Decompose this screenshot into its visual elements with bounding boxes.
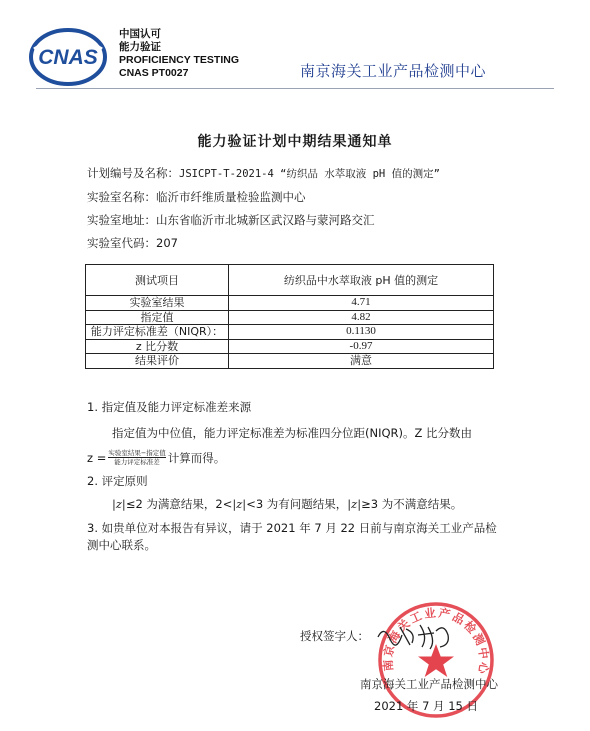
lab-name-line: [87, 190, 306, 204]
plan-line: [87, 166, 440, 181]
table-row: [86, 310, 494, 325]
plan-label: 计划编号及名称：: [87, 166, 179, 180]
document-title: 能力验证计划中期结果通知单: [197, 134, 393, 150]
lab-name-value: 临沂市纤维质量检验监测中心: [156, 190, 306, 204]
table-row: [86, 354, 494, 369]
lab-address-line: [87, 213, 375, 227]
row-label: 能力评定标准差（NIQR）：: [86, 325, 229, 340]
note-3-line-2: 测中心联系。: [87, 538, 156, 552]
cnas-accreditation-text: [119, 28, 239, 80]
cnas-logo-text: CNAS: [38, 46, 98, 69]
formula-lhs: z =: [87, 450, 107, 465]
table-header-row: [86, 265, 494, 296]
formula-numerator: 实验室结果−指定值: [108, 449, 166, 457]
table-header-cell: 纺织品中水萃取液 pH 值的测定: [229, 265, 494, 296]
lab-code-line: [87, 236, 178, 250]
abs-z: |z|: [347, 497, 362, 511]
row-value: -0.97: [229, 339, 494, 354]
plan-value: JSICPT-T-2021-4 “纺织品 水萃取液 pH 值的测定”: [179, 168, 440, 180]
formula-denominator: 能力评定标准差: [114, 458, 160, 466]
note-2-title: 2. 评定原则: [87, 474, 148, 488]
criterion-text: ≤2 为满意结果，2<: [125, 497, 233, 511]
cnas-logo: [28, 27, 108, 87]
row-label: z 比分数: [86, 339, 229, 354]
criterion-text: <3 为有问题结果，: [246, 497, 348, 511]
row-value: 满意: [229, 354, 494, 369]
abs-z: |z|: [112, 497, 126, 511]
header-divider: [36, 88, 554, 89]
row-label: 实验室结果: [86, 296, 229, 311]
criterion-text: ≥3 为不满意结果。: [361, 497, 463, 511]
row-value: 4.82: [229, 310, 494, 325]
lab-code-value: 207: [156, 236, 178, 250]
cnas-line: CNAS PT0027: [119, 67, 189, 79]
lab-address-label: 实验室地址：: [87, 213, 156, 227]
note-3-line-1: 3. 如贵单位对本报告有异议，请于 2021 年 7 月 22 日前与南京海关工业产品检: [87, 521, 497, 535]
z-score-formula: [87, 449, 225, 466]
center-name: 南京海关工业产品检测中心: [300, 62, 487, 80]
row-value: 0.1130: [229, 325, 494, 340]
abs-z: |z|: [232, 497, 247, 511]
cnas-line: 能力验证: [119, 41, 161, 53]
lab-name-label: 实验室名称：: [87, 190, 156, 204]
note-1-body: 指定值为中位值，能力评定标准差为标准四分位距(NIQR)。Z 比分数由: [112, 426, 473, 440]
table-header-cell: 测试项目: [86, 265, 229, 296]
svg-text:南京海关工业产品检测中心: 南京海关工业产品检测中心: [380, 605, 492, 677]
note-2-body: [112, 497, 462, 512]
issue-date: 2021 年 7 月 15 日: [374, 699, 478, 713]
issuing-organization: 南京海关工业产品检测中心: [360, 677, 498, 691]
formula-tail: 计算而得。: [167, 450, 226, 465]
row-value: 4.71: [229, 296, 494, 311]
cnas-line: PROFICIENCY TESTING: [119, 54, 239, 66]
row-label: 结果评价: [86, 354, 229, 369]
handwritten-signature: [370, 615, 480, 655]
lab-address-value: 山东省临沂市北城新区武汉路与蒙河路交汇: [156, 213, 375, 227]
lab-code-label: 实验室代码：: [87, 236, 156, 250]
results-table: [85, 264, 494, 369]
cnas-line: 中国认可: [119, 28, 161, 40]
table-row: [86, 339, 494, 354]
table-row: [86, 296, 494, 311]
table-row: [86, 325, 494, 340]
row-label: 指定值: [86, 310, 229, 325]
note-1-title: 1. 指定值及能力评定标准差来源: [87, 400, 252, 414]
signatory-label: 授权签字人：: [300, 629, 369, 643]
formula-fraction: [108, 449, 165, 466]
